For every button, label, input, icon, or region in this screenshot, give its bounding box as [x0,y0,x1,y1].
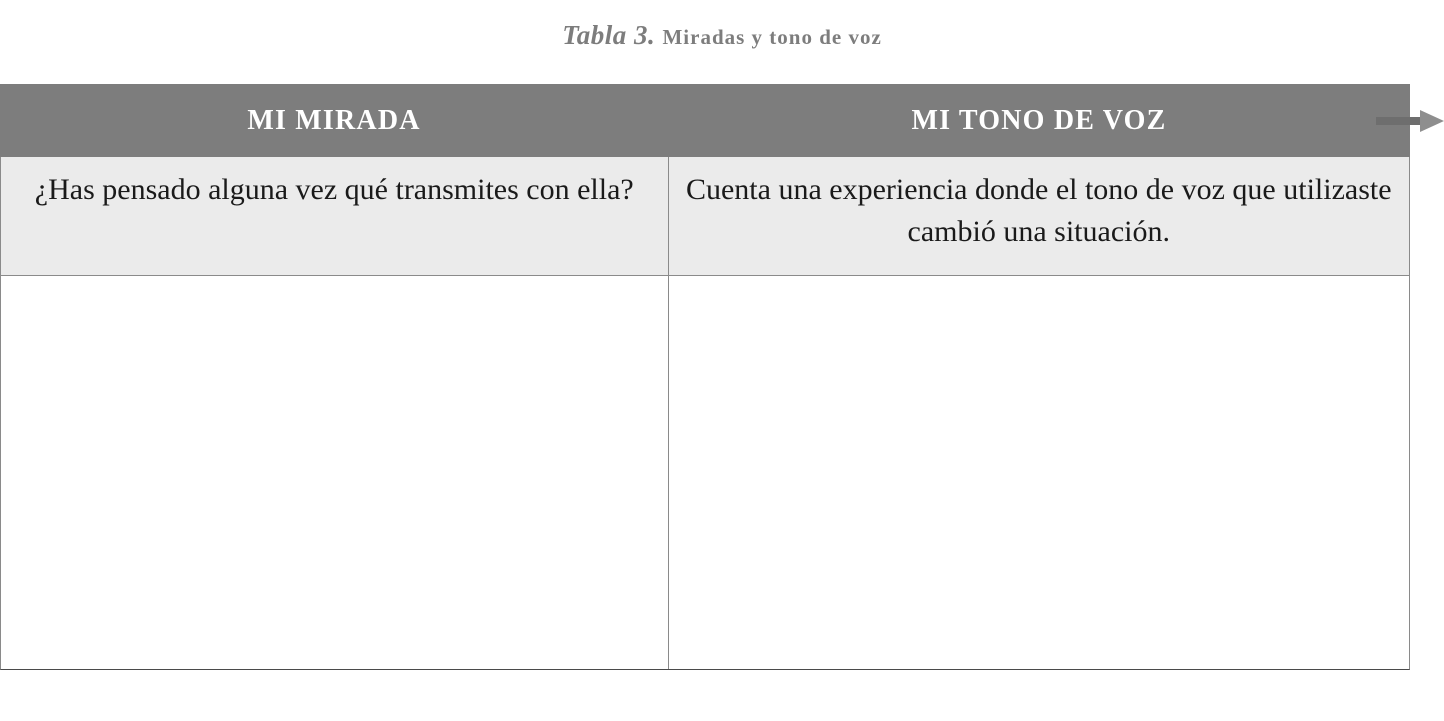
table-caption-title: Miradas y tono de voz [662,25,882,49]
data-table [0,84,1410,670]
table-caption [0,20,1444,51]
table-header-row [0,84,1410,157]
table-header-mi-mirada: MI MIRADA [247,104,421,136]
table-body [0,157,1410,670]
table-row-prompts [1,157,1409,276]
answer-cell-mi-tono-de-voz[interactable] [669,276,1409,669]
right-arrow-icon [1376,110,1444,132]
table-caption-label: Tabla 3. [562,20,656,50]
prompt-cell-mi-mirada: ¿Has pensado alguna vez qué transmites con ella? [1,157,669,275]
answer-cell-mi-mirada[interactable] [1,276,669,669]
table-row-answers [1,276,1409,669]
table-header-mi-tono-de-voz: MI TONO DE VOZ [911,104,1167,136]
prompt-cell-mi-tono-de-voz: Cuenta una experiencia donde el tono de voz que utilizaste cambió una situación. [685,173,1392,248]
